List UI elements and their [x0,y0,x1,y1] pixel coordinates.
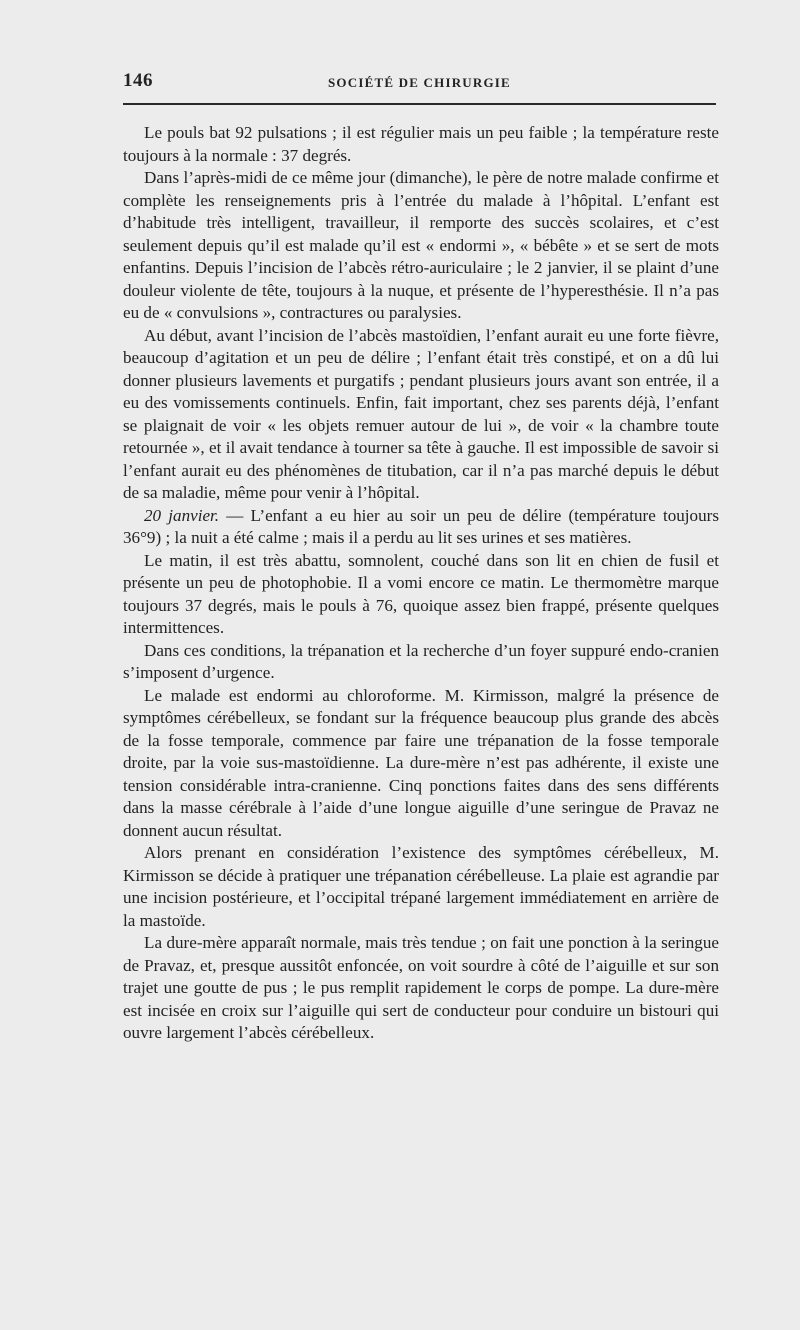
date-label: 20 janvier. [144,505,220,525]
paragraph-dated [123,505,719,550]
paragraph-text: — L’enfant a eu hier au soir un peu de délire (température toujours 36°9) ; la nuit a été calme ; mais il a perdu au lit ses urines et ses matières. [123,505,719,547]
paragraph: Dans ces conditions, la trépanation et la recherche d’un foyer suppuré endo-cranien s’imposent d’urgence. [123,640,719,682]
page-number: 146 [123,70,153,91]
body-text [123,122,719,1045]
paragraph: Le malade est endormi au chloroforme. M. Kirmisson, malgré la présence de symptômes cérébelleux, se fondant sur la fréquence beaucoup plus grande des abcès de la fosse temporale, commence par faire une trépanation de la fosse temporale droite, par la voie sus-mastoïdienne. La dure-mère n’est pas adhérente, il existe une tension considérable intra-cranienne. Cinq ponctions faites dans des sens différents dans la masse cérébrale à l’aide d’une longue aiguille d’une seringue de Pravaz ne donnent aucun résultat. [123,685,719,840]
page-header [123,70,716,100]
paragraph: Au début, avant l’incision de l’abcès mastoïdien, l’enfant aurait eu une forte fièvre, beaucoup d’agitation et un peu de délire ; l’enfant était très constipé, et on a dû lui donner plusieurs lavements et purgatifs ; pendant plusieurs jours avant son entrée, il a eu des vomissements continuels. Enfin, fait important, chez ses parents déjà, l’enfant se plaignait de voir « les objets remuer autour de lui », de voir « la chambre toute retournée », et il avait tendance à tourner sa tête à gauche. Il est impossible de savoir si l’enfant aurait eu des phénomènes de titubation, car il n’a pas marché depuis le début de sa maladie, même pour venir à l’hôpital. [123,325,719,502]
paragraph: Le pouls bat 92 pulsations ; il est régulier mais un peu faible ; la température reste toujours à la normale : 37 degrés. [123,123,719,165]
running-head: SOCIÉTÉ DE CHIRURGIE [328,75,511,90]
header-rule [123,103,716,105]
paragraph: La dure-mère apparaît normale, mais très tendue ; on fait une ponction à la seringue de Pravaz, et, presque aussitôt enfoncée, on voit sourdre à côté de l’aiguille et sur son trajet une goutte de pus ; le pus remplit rapidement le corps de pompe. La dure-mère est incisée en croix sur l’aiguille qui sert de conducteur pour conduire un bistouri qui ouvre largement l’abcès cérébelleux. [123,933,719,1042]
paragraph: Alors prenant en considération l’existence des symptômes cérébelleux, M. Kirmisson se décide à pratiquer une trépanation cérébelleuse. La plaie est agrandie par une incision postérieure, et l’occipital trépané largement immédiatement en arrière de la mastoïde. [123,843,719,930]
paragraph: Le matin, il est très abattu, somnolent, couché dans son lit en chien de fusil et présente un peu de photophobie. Il a vomi encore ce matin. Le thermomètre marque toujours 37 degrés, mais le pouls à 76, quoique assez bien frappé, présente quelques intermittences. [123,550,719,637]
paragraph: Dans l’après-midi de ce même jour (dimanche), le père de notre malade confirme et complète les renseignements pris à l’entrée du malade à l’hôpital. L’enfant est d’habitude très intelligent, travailleur, il remporte des succès scolaires, et c’est seulement depuis qu’il est malade qu’il est « endormi », « bébête » et se sert de mots enfantins. Depuis l’incision de l’abcès rétro-auriculaire ; le 2 janvier, il se plaint d’une douleur violente de tête, toujours à la nuque, et présente de l’hyperesthésie. Il n’a pas eu de « convulsions », contractures ou paralysies. [123,168,719,322]
